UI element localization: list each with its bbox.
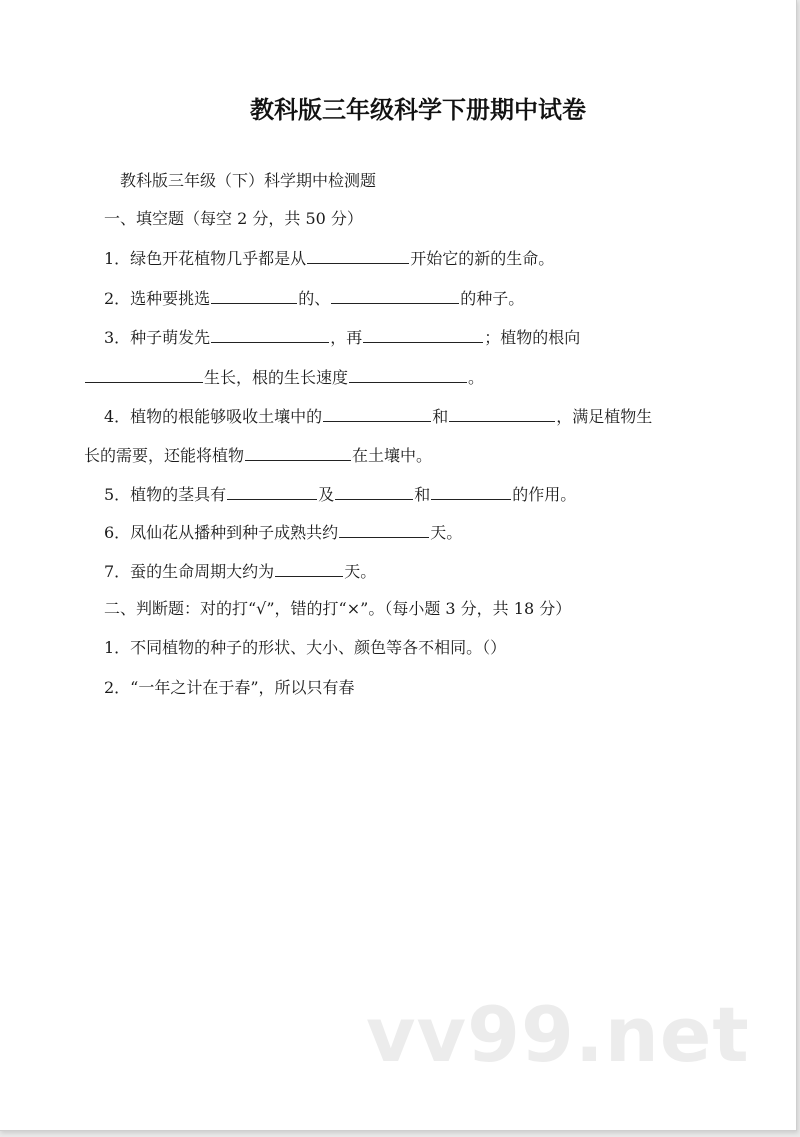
question-2-1: 1．不同植物的种子的形状、大小、颜色等各不相同。（） — [104, 638, 507, 657]
answer-blank — [339, 521, 429, 538]
watermark-text: vv99.net — [366, 990, 750, 1079]
answer-blank — [363, 326, 483, 343]
question-1-6: 6．凤仙花从播种到种子成熟共约 天。 — [104, 523, 463, 542]
answer-blank — [275, 560, 343, 577]
answer-blank — [331, 287, 459, 304]
answer-blank — [307, 247, 409, 264]
answer-blank — [245, 444, 351, 461]
exam-subtitle: 教科版三年级（下）科学期中检测题 — [120, 171, 377, 190]
question-1-4-cont: 长的需要，还能将植物 在土壤中。 — [84, 446, 433, 465]
question-2-2: 2．“一年之计在于春”，所以只有春 — [104, 678, 355, 697]
answer-blank — [323, 405, 431, 422]
answer-blank — [85, 366, 203, 383]
question-1-3-cont: 生长，根的生长速度 。 — [84, 366, 484, 389]
document-title: 教科版三年级科学下册期中试卷 — [250, 96, 586, 124]
section-1-heading: 一、填空题（每空 2 分，共 50 分） — [104, 209, 363, 228]
answer-blank — [349, 366, 467, 383]
answer-blank — [227, 483, 317, 500]
question-1-2: 2．选种要挑选 的、 的种子。 — [104, 289, 525, 308]
answer-blank — [335, 483, 413, 500]
answer-blank — [431, 483, 511, 500]
question-1-7: 7．蚕的生命周期大约为 天。 — [104, 562, 377, 581]
question-1-3: 3．种子萌发先 ，再 ；植物的根向 — [104, 328, 581, 347]
answer-blank — [211, 287, 297, 304]
question-1-4: 4．植物的根能够吸收土壤中的 和 ，满足植物生 — [104, 407, 653, 426]
answer-blank — [449, 405, 555, 422]
question-1-1: 1．绿色开花植物几乎都是从 开始它的新的生命。 — [104, 249, 555, 268]
section-2-heading: 二、判断题：对的打“√”，错的打“×”。（每小题 3 分，共 18 分） — [104, 599, 572, 618]
answer-blank — [211, 326, 329, 343]
question-1-5: 5．植物的茎具有 及 和 的作用。 — [104, 485, 577, 504]
